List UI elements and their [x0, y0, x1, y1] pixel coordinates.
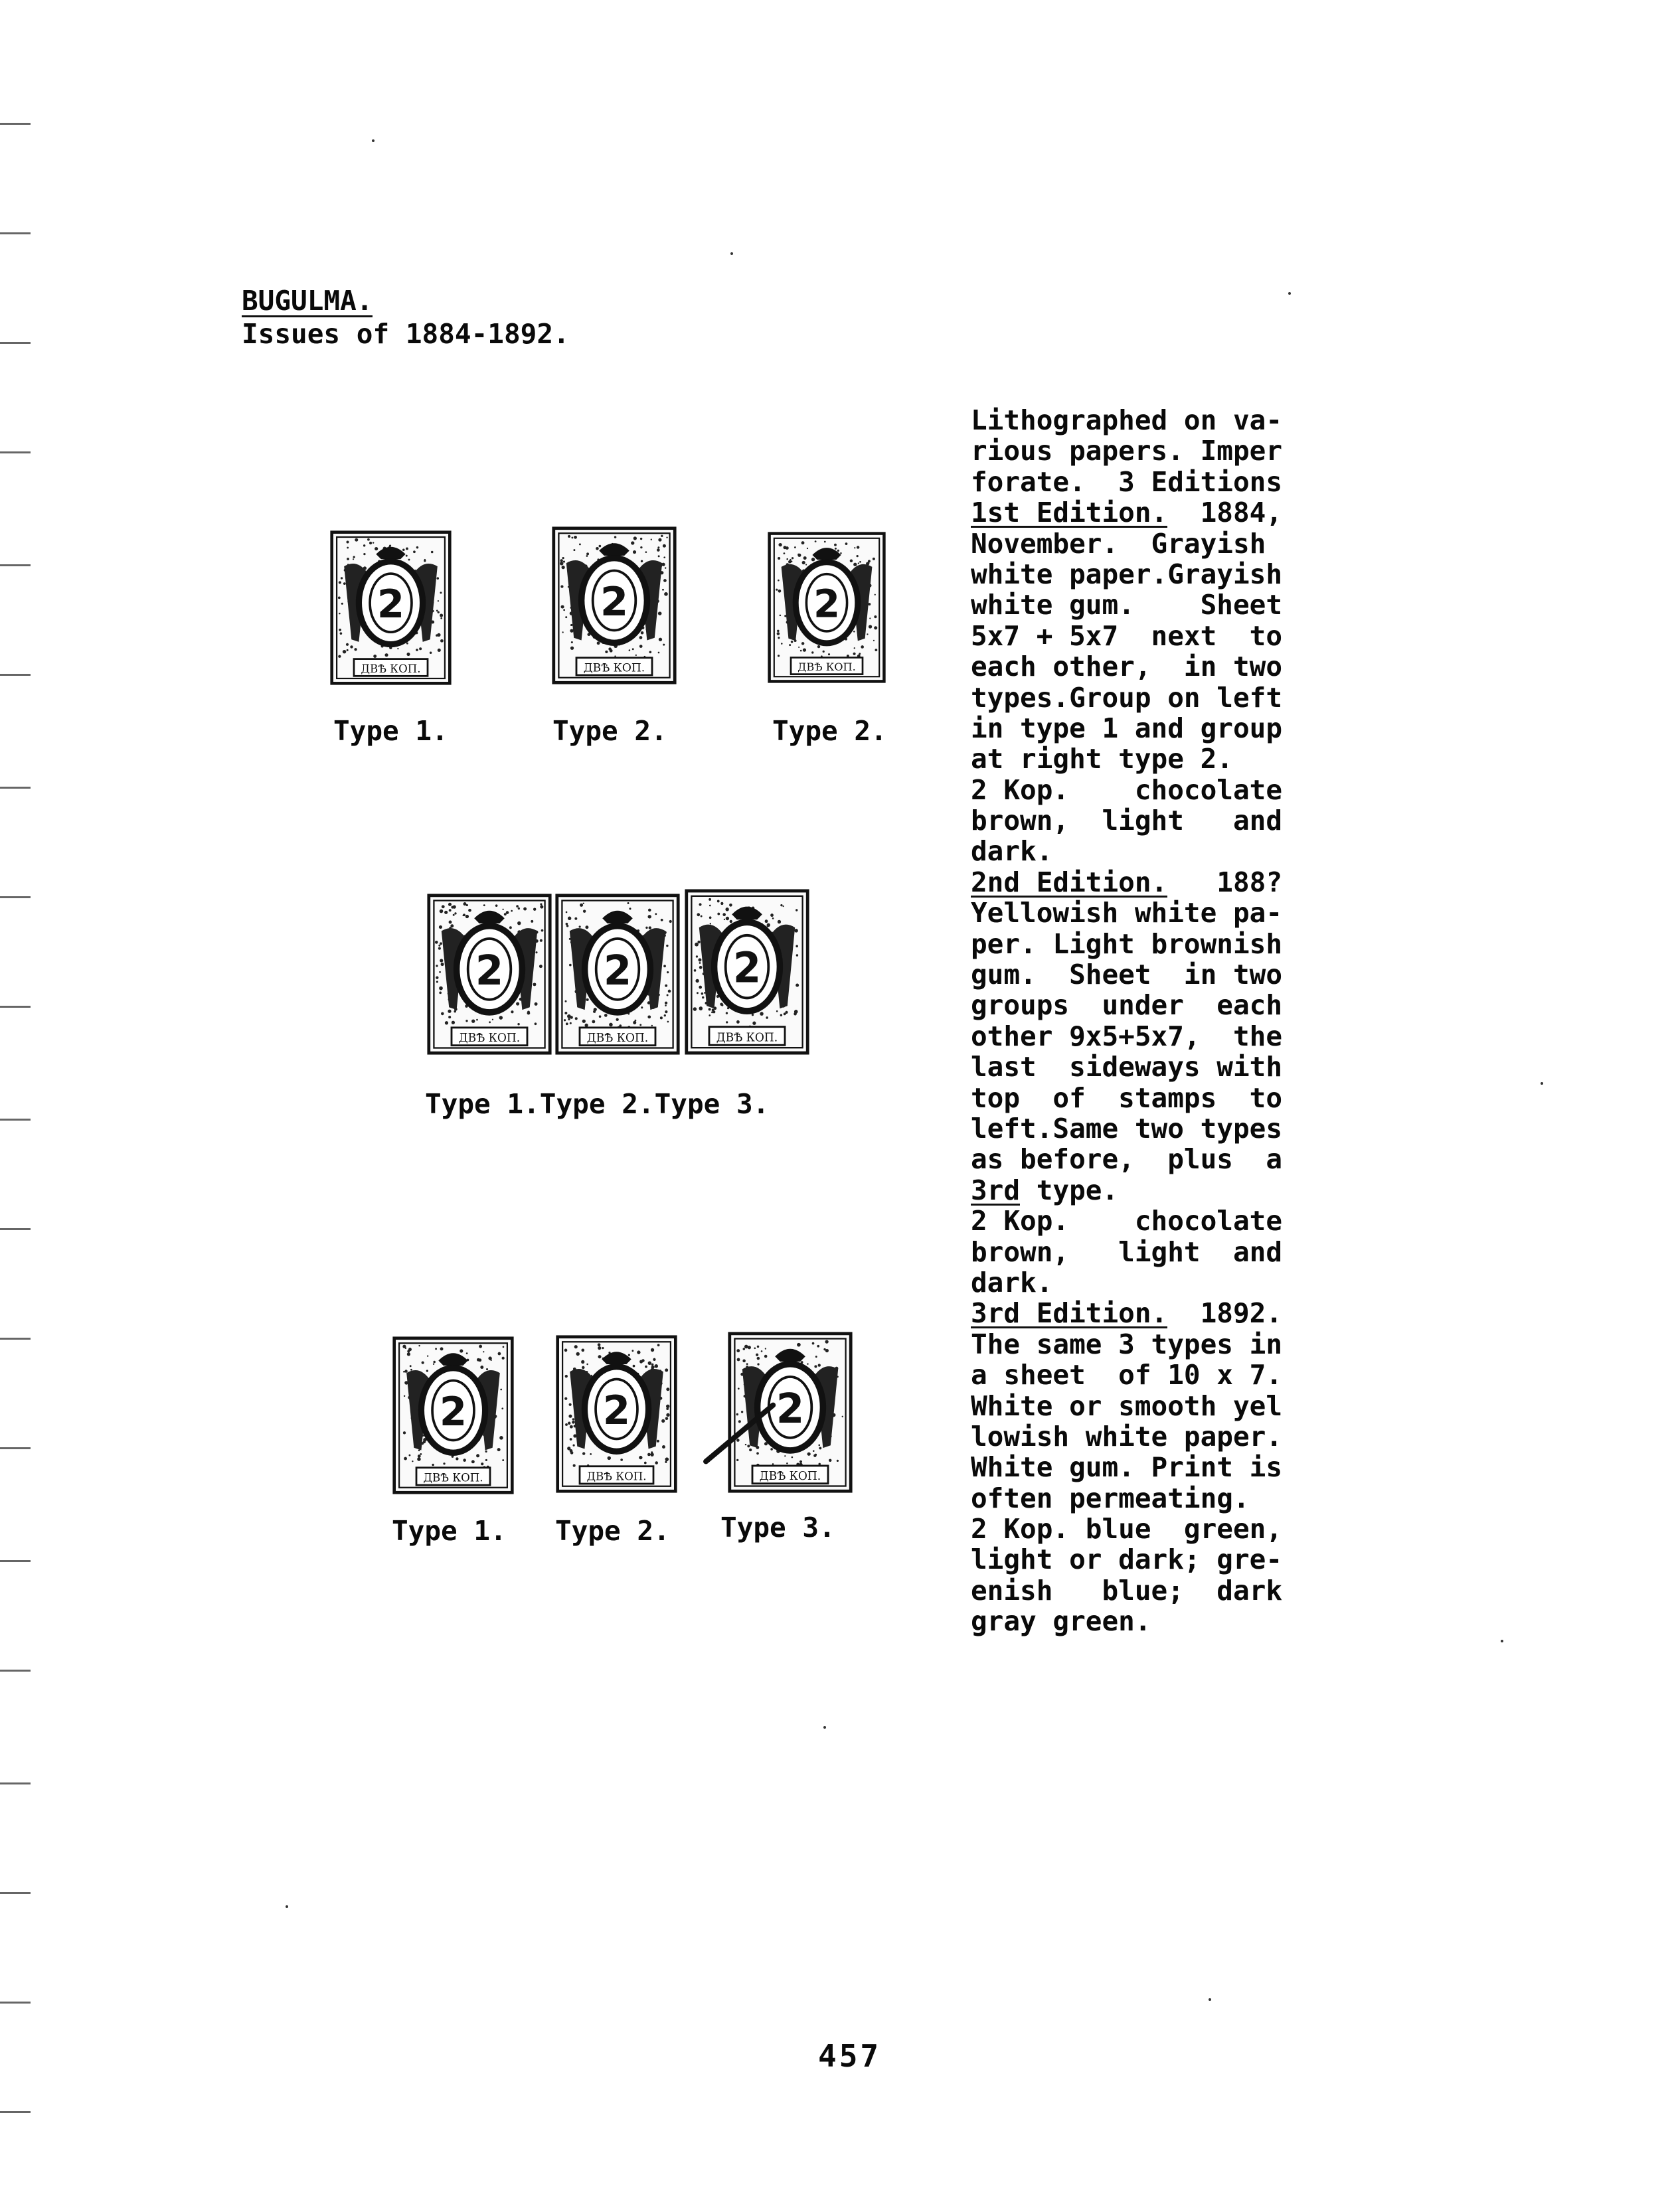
edition-3-line: a sheet of 10 x 7. [971, 1359, 1282, 1391]
binder-mark [0, 1892, 31, 1894]
description-column [971, 405, 1326, 1637]
edition-1-line: white gum. Sheet [971, 589, 1282, 621]
intro-line: rious papers. Imper [971, 435, 1282, 467]
edition-2-line: dark. [971, 1266, 1053, 1299]
stamp-label: Type 2. [552, 715, 667, 747]
binder-mark [0, 674, 31, 676]
binder-mark [0, 1119, 31, 1121]
edition-3-line: White or smooth yel [971, 1389, 1282, 1422]
edition-2-date: 188? [1167, 866, 1283, 898]
edition-1-line: in type 1 and group [971, 712, 1282, 744]
binder-mark [0, 2002, 31, 2004]
edition-3-line: lowish white paper. [971, 1420, 1282, 1453]
binder-mark [0, 564, 31, 566]
binder-mark [0, 1338, 31, 1340]
edition-2-line: other 9x5+5x7, the [971, 1020, 1282, 1052]
stamp-label: Type 1. [392, 1515, 507, 1547]
binder-mark [0, 342, 31, 344]
scan-speck [1288, 292, 1291, 295]
stamp-numeral: 2 [732, 943, 762, 993]
stamp-row1-type2 [551, 526, 677, 685]
edition-3-line: gray green. [971, 1605, 1151, 1638]
binder-mark [0, 451, 31, 453]
scan-speck [823, 1726, 826, 1729]
stamp-row2-type3 [684, 888, 810, 1056]
edition-2-line: last sideways with [971, 1051, 1282, 1083]
stamp-inscription: ДВѢ КОП. [797, 661, 856, 674]
edition-1-line: types.Group on left [971, 681, 1282, 714]
stamp-row2-type1 [426, 893, 552, 1056]
binder-mark [0, 1447, 31, 1449]
stamp-image [329, 530, 452, 686]
stamp-numeral: 2 [602, 1387, 631, 1435]
edition-2-line: gum. Sheet in two [971, 959, 1282, 991]
edition-3-line: 2 Kop. blue green, [971, 1513, 1282, 1545]
stamp-label: Type 2. [772, 715, 887, 747]
edition-2-line: groups under each [971, 989, 1282, 1022]
scan-speck [372, 139, 375, 142]
binder-mark [0, 896, 31, 898]
stamp-row3-type2 [555, 1334, 678, 1494]
edition-2-third-type-line [971, 1175, 1326, 1206]
edition-1-line: 5x7 + 5x7 next to [971, 619, 1282, 652]
edition-1-line: white paper.Grayish [971, 558, 1282, 590]
stamp-label: Type 3. [720, 1512, 835, 1543]
stamp-image [555, 1334, 678, 1494]
stamp-label: Type 1.Type 2.Type 3. [425, 1088, 770, 1120]
stamp-numeral: 2 [603, 947, 632, 994]
stamp-numeral: 2 [813, 582, 841, 627]
scan-speck [1209, 1998, 1211, 2001]
edition-1-heading: 1st Edition. [971, 497, 1168, 529]
stamp-image [554, 893, 681, 1056]
edition-3-line: light or dark; gre- [971, 1543, 1282, 1576]
edition-2-heading: 2nd Edition. [971, 866, 1168, 898]
stamp-row3-type3 [727, 1331, 853, 1494]
stamp-image [684, 888, 810, 1056]
edition-3-line: enish blue; dark [971, 1574, 1282, 1607]
stamp-row2-type2 [554, 893, 681, 1056]
edition-3-line: The same 3 types in [971, 1328, 1282, 1360]
edition-3-date: 1892. [1167, 1297, 1283, 1330]
binder-mark [0, 232, 31, 234]
edition-2-line: as before, plus a [971, 1143, 1282, 1176]
stamp-numeral: 2 [377, 581, 405, 627]
stamp-inscription: ДВѢ КОП. [716, 1031, 778, 1045]
edition-2-line: top of stamps to [971, 1081, 1282, 1114]
binder-mark [0, 1670, 31, 1672]
stamp-inscription: ДВѢ КОП. [423, 1470, 483, 1484]
third-type-ordinal: 3rd [971, 1174, 1021, 1206]
edition-1-line: at right type 2. [971, 743, 1233, 775]
stamp-inscription: ДВѢ КОП. [361, 662, 421, 675]
stamp-inscription: ДВѢ КОП. [458, 1031, 521, 1045]
stamp-image [426, 893, 552, 1056]
edition-1-line: brown, light and [971, 805, 1282, 837]
page-heading [242, 284, 570, 351]
scan-speck [730, 252, 733, 255]
stamp-inscription: ДВѢ КОП. [586, 1469, 647, 1483]
stamp-label: Type 1. [333, 715, 448, 747]
edition-1-line: dark. [971, 835, 1053, 868]
scan-speck [1541, 1082, 1543, 1085]
edition-1-heading-line [971, 497, 1326, 528]
edition-3-heading: 3rd Edition. [971, 1297, 1168, 1330]
intro-line: Lithographed on va- [971, 404, 1282, 436]
edition-2-line: 2 Kop. chocolate [971, 1205, 1282, 1237]
stamp-row3-type1 [392, 1336, 515, 1495]
stamp-numeral: 2 [475, 947, 504, 994]
edition-2-line: left.Same two types [971, 1112, 1282, 1145]
stamp-image [767, 531, 886, 684]
edition-1-line: November. Grayish [971, 527, 1266, 560]
stamp-row1-type1 [329, 530, 452, 686]
intro-line: forate. 3 Editions [971, 465, 1282, 498]
binder-mark [0, 2111, 31, 2113]
edition-2-line: brown, light and [971, 1235, 1282, 1268]
edition-1-line: 2 Kop. chocolate [971, 773, 1282, 806]
stamp-numeral: 2 [439, 1389, 467, 1436]
page-subtitle: Issues of 1884-1892. [242, 318, 570, 350]
scan-speck [286, 1905, 288, 1908]
stamp-image [551, 526, 677, 685]
stamp-image [727, 1331, 853, 1494]
binder-mark [0, 1782, 31, 1784]
stamp-row1-type2b [767, 531, 886, 684]
edition-2-line: per. Light brownish [971, 927, 1282, 960]
page-title: BUGULMA. [242, 285, 373, 317]
edition-1-date: 1884, [1167, 497, 1283, 529]
page-number: 457 [818, 2038, 882, 2074]
scan-speck [1501, 1640, 1503, 1642]
edition-1-line: each other, in two [971, 651, 1282, 683]
stamp-inscription: ДВѢ КОП. [583, 661, 645, 675]
edition-3-line: often permeating. [971, 1482, 1250, 1514]
stamp-inscription: ДВѢ КОП. [586, 1031, 649, 1045]
binder-mark [0, 787, 31, 789]
edition-3-heading-line [971, 1298, 1326, 1328]
binder-mark [0, 1006, 31, 1008]
edition-2-heading-line [971, 867, 1326, 898]
stamp-numeral: 2 [600, 579, 629, 625]
edition-2-line: Yellowish white pa- [971, 897, 1282, 929]
stamp-numeral: 2 [776, 1385, 805, 1433]
edition-3-line: White gum. Print is [971, 1451, 1282, 1484]
stamp-label: Type 2. [555, 1515, 670, 1547]
stamp-image [392, 1336, 515, 1495]
binder-mark [0, 123, 31, 125]
stamp-inscription: ДВѢ КОП. [759, 1469, 821, 1483]
third-type-rest: type. [1020, 1174, 1119, 1206]
binder-mark [0, 1560, 31, 1562]
binder-mark [0, 1228, 31, 1230]
